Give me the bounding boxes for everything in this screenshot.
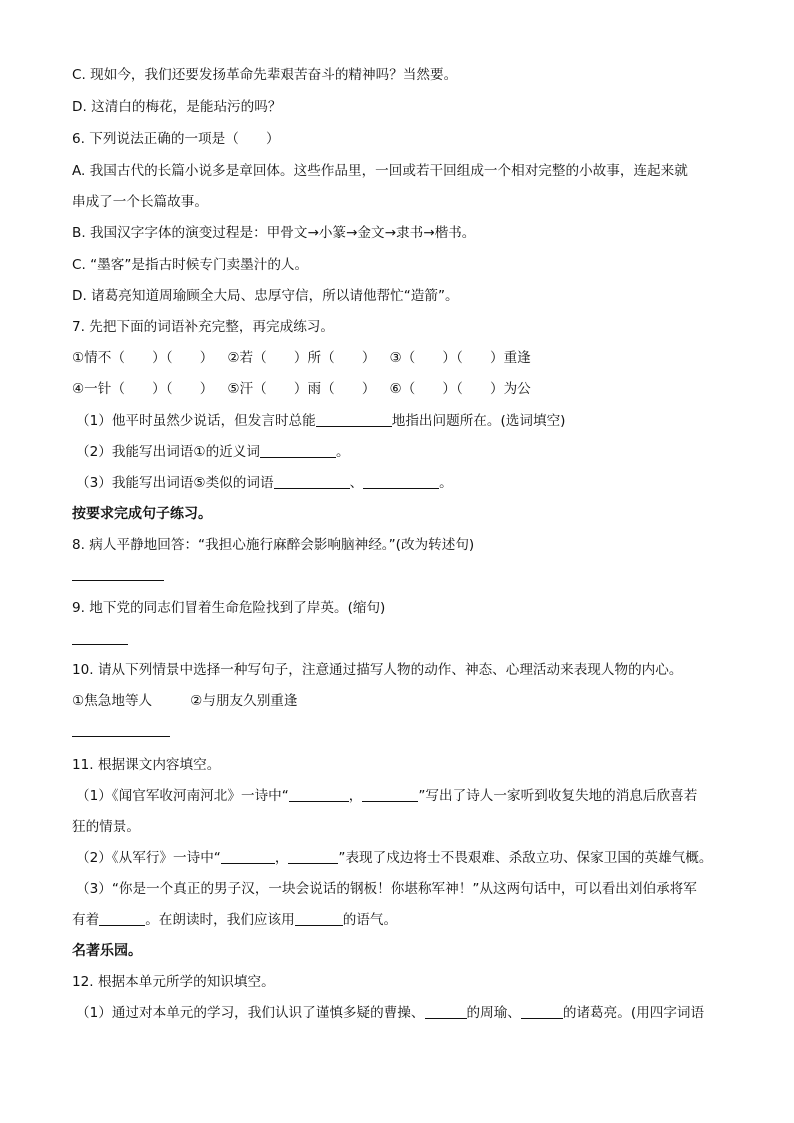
answer-blank[interactable] [288,849,338,864]
q7-words-row2 [72,380,531,398]
word-2: ②若（ ）所（ ） [227,350,376,366]
q7-words-row1 [72,349,531,367]
answer-blank[interactable] [99,911,145,926]
word-1: ①情不（ ）（ ） [72,350,214,366]
section-heading-sentences: 按要求完成句子练习。 [72,506,212,522]
q7-sub-1: （1）他平时虽然少说话，但发言时总能 地指出问题所在。(选词填空) [76,413,566,429]
question-6: 6. 下列说法正确的一项是（ ） [72,131,280,147]
answer-line[interactable] [72,736,170,737]
question-10: 10. 请从下列情景中选择一种写句子，注意通过描写人物的动作、神态、心理活动来表现人物的内心。 [72,662,683,678]
section-heading-classics: 名著乐园。 [72,943,142,959]
q6-option-a-line1: A. 我国古代的长篇小说多是章回体。这些作品里，一回或若干回组成一个相对完整的小故事，连起来就 [72,163,688,179]
word-6: ⑥（ ）（ ）为公 [389,381,531,397]
q11-sub-1: （1）《闻官军收河南河北》一诗中“ ， ”写出了诗人一家听到收复失地的消息后欣喜若 [76,788,698,804]
q7-sub-3: （3）我能写出词语⑤类似的词语 、 。 [76,475,453,491]
q10-option-2: ②与朋友久别重逢 [190,693,298,709]
answer-blank[interactable] [521,1004,563,1019]
q11-sub-1-cont: 狂的情景。 [72,819,140,835]
question-7: 7. 先把下面的词语补充完整，再完成练习。 [72,319,334,335]
word-5: ⑤汗（ ）雨（ ） [227,381,376,397]
question-8: 8. 病人平静地回答：“我担心施行麻醉会影响脑神经。”(改为转述句) [72,537,475,553]
answer-blank[interactable] [274,474,350,489]
answer-blank[interactable] [295,911,343,926]
answer-blank[interactable] [260,443,336,458]
q10-options [72,692,298,710]
q6-option-b: B. 我国汉字字体的演变过程是：甲骨文→小篆→金文→隶书→楷书。 [72,225,476,241]
q11-sub-3-cont: 有着 。在朗读时，我们应该用 的语气。 [72,912,398,928]
answer-blank[interactable] [289,787,349,802]
word-4: ④一针（ ）（ ） [72,381,214,397]
question-12: 12. 根据本单元所学的知识填空。 [72,974,275,990]
question-9: 9. 地下党的同志们冒着生命危险找到了岸英。(缩句) [72,600,386,616]
answer-line[interactable] [72,644,128,645]
answer-blank[interactable] [362,787,418,802]
answer-line[interactable] [72,580,164,581]
q11-sub-2: （2）《从军行》一诗中“ ， ”表现了戍边将士不畏艰难、杀敌立功、保家卫国的英雄气概。 [76,850,713,866]
answer-blank[interactable] [316,412,392,427]
q11-sub-3: （3）“你是一个真正的男子汉，一块会说话的钢板！你堪称军神！”从这两句话中，可以看出刘伯承将军 [76,881,697,897]
answer-blank[interactable] [363,474,439,489]
q6-option-c: C. “墨客”是指古时候专门卖墨汁的人。 [72,257,309,273]
word-3: ③（ ）（ ）重逢 [389,350,531,366]
q10-option-1: ①焦急地等人 [72,693,153,709]
answer-blank[interactable] [221,849,275,864]
answer-blank[interactable] [425,1004,467,1019]
option-d-line: D. 这清白的梅花，是能玷污的吗？ [72,99,282,115]
option-c-line: C. 现如今，我们还要发扬革命先辈艰苦奋斗的精神吗？当然要。 [72,67,458,83]
q12-sub-1: （1）通过对本单元的学习，我们认识了谨慎多疑的曹操、 的周瑜、 的诸葛亮。(用四字词语 [76,1005,705,1021]
q6-option-d: D. 诸葛亮知道周瑜顾全大局、忠厚守信，所以请他帮忙“造箭”。 [72,288,459,304]
question-11: 11. 根据课文内容填空。 [72,757,221,773]
q6-option-a-line2: 串成了一个长篇故事。 [72,194,208,210]
q7-sub-2: （2）我能写出词语①的近义词 。 [76,444,350,460]
